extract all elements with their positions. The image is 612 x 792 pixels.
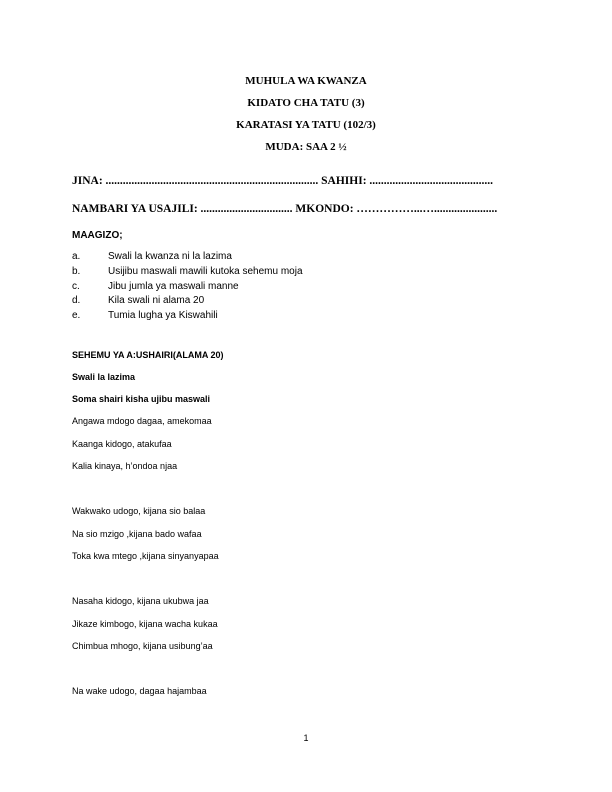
list-marker: a. — [72, 251, 81, 262]
list-marker: e. — [72, 310, 81, 322]
list-marker: d. — [72, 295, 81, 307]
list-item-text: Tumia lugha ya Kiswahili — [108, 310, 218, 322]
list-item-text: Kila swali ni alama 20 — [108, 295, 205, 307]
registration-stream-line: NAMBARI YA USAJILI: ................................ MKONDO: ……………...…...................... — [72, 203, 498, 215]
header-duration: MUDA: SAA 2 ½ — [265, 141, 347, 153]
name-signature-line: JINA: .......................................................................... SAHIHI: ........................................... — [72, 175, 494, 187]
poem-line: Jikaze kimbogo, kijana wacha kukaa — [72, 619, 218, 629]
section-heading: SEHEMU YA A:USHAIRI(ALAMA 20) — [72, 350, 224, 360]
list-item-text: Usijibu maswali mawili kutoka sehemu moja — [108, 265, 303, 277]
list-item — [72, 309, 303, 324]
list-item — [72, 250, 303, 265]
list-marker: b. — [72, 265, 81, 277]
list-item-text: Jibu jumla ya maswali manne — [108, 280, 239, 292]
header-paper: KARATASI YA TATU (102/3) — [236, 119, 376, 131]
poem-line: Na wake udogo, dagaa hajambaa — [72, 686, 207, 696]
list-item — [72, 265, 303, 280]
list-item-text: Swali la kwanza ni la lazima — [108, 251, 232, 262]
poem-line: Chimbua mhogo, kijana usibung’aa — [72, 641, 213, 651]
page-number: 1 — [303, 733, 309, 743]
poem-line: Kalia kinaya, h’ondoa njaa — [72, 461, 178, 471]
poem-line: Wakwako udogo, kijana sio balaa — [72, 506, 206, 516]
poem-line: Nasaha kidogo, kijana ukubwa jaa — [72, 596, 209, 606]
list-item — [72, 294, 303, 309]
list-item — [72, 280, 303, 295]
question-label: Swali la lazima — [72, 372, 136, 382]
poem-line: Angawa mdogo dagaa, amekomaa — [72, 416, 212, 426]
exam-header — [0, 70, 612, 158]
poem-line: Kaanga kidogo, atakufaa — [72, 439, 172, 449]
header-term: MUHULA WA KWANZA — [245, 75, 367, 87]
poem-line: Toka kwa mtego ,kijana sinyanyapaa — [72, 551, 219, 561]
instructions-title: MAAGIZO; — [72, 230, 123, 241]
poem-line: Na sio mzigo ,kijana bado wafaa — [72, 529, 202, 539]
header-form: KIDATO CHA TATU (3) — [247, 97, 365, 109]
reading-instruction: Soma shairi kisha ujibu maswali — [72, 394, 211, 404]
instructions-list — [72, 250, 303, 324]
list-marker: c. — [72, 280, 80, 292]
